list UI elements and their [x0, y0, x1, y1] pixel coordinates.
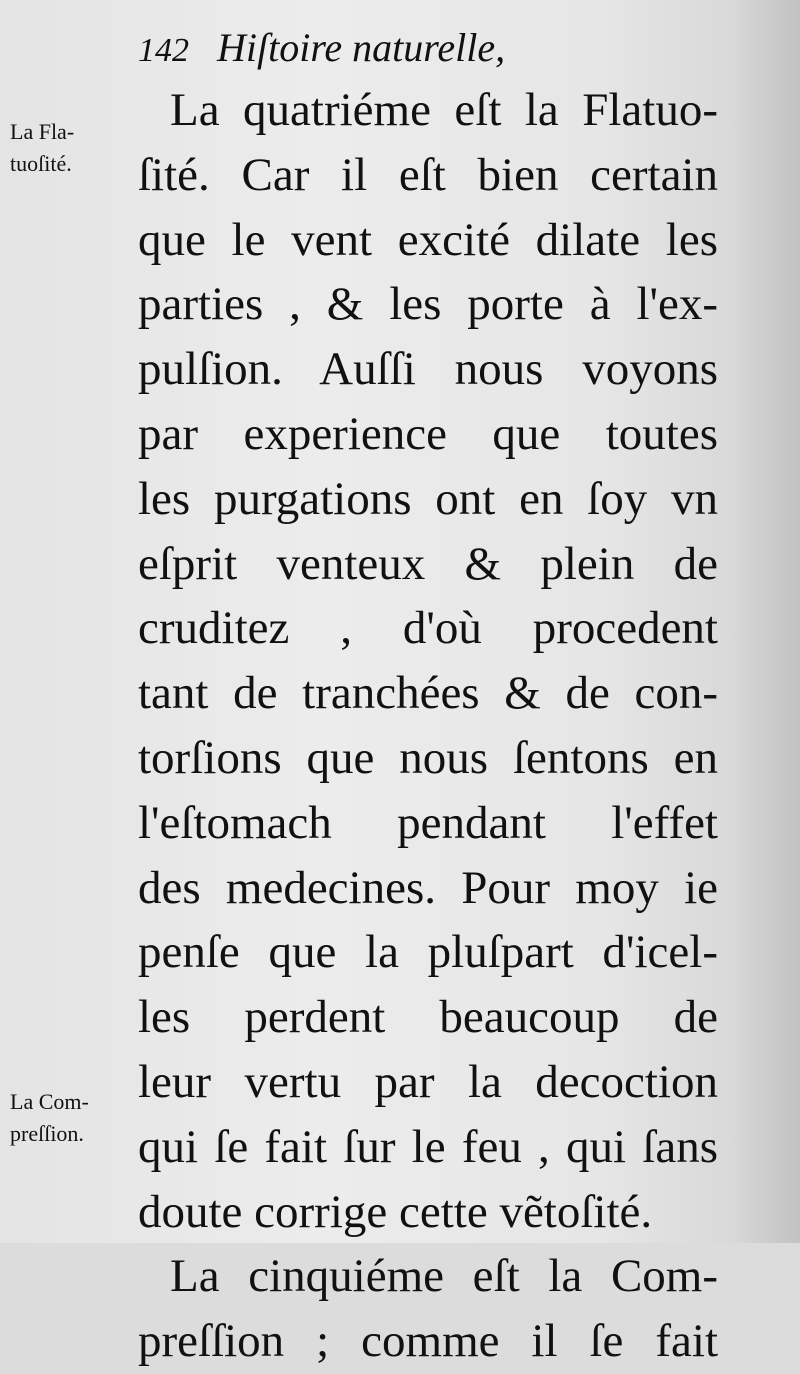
margin-note-compression [10, 1086, 128, 1150]
page-number: 142 [138, 32, 189, 69]
text-line: doute corrige cette vẽtoſité. [138, 1185, 653, 1238]
margin-note-line: La Fla- [10, 119, 75, 144]
text-line: La quatriéme eſt la Flatuo- [170, 84, 718, 136]
text-line: ſité. Car il eſt bien certain [138, 148, 718, 201]
text-line: preſſion ; comme il ſe fait [138, 1315, 718, 1368]
margin-note-line: La Com- [10, 1089, 89, 1114]
text-line: qui ſe fait ſur le feu , qui ſans [138, 1120, 718, 1173]
page-edge-shadow [730, 0, 800, 1243]
text-line: cruditez , d'où procedent [138, 602, 718, 655]
margin-note-line: tuoſité. [10, 151, 72, 176]
text-line: pulſion. Auſſi nous voyons [138, 343, 718, 396]
body-text [138, 78, 718, 1374]
text-line: torſions que nous ſentons en [138, 731, 718, 784]
text-line: des medecines. Pour moy ie [138, 861, 718, 914]
text-line: par experience que toutes [138, 407, 718, 460]
text-line: eſprit venteux & plein de [138, 537, 718, 590]
margin-note-flatuosite [10, 116, 128, 180]
margin-note-line: preſſion. [10, 1121, 84, 1146]
text-line: les perdent beaucoup de [138, 991, 718, 1044]
text-line: leur vertu par la decoction [138, 1055, 718, 1108]
text-line: les purgations ont en ſoy vn [138, 472, 718, 525]
text-line: La cinquiéme eſt la Com- [170, 1250, 718, 1303]
text-line: parties , & les porte à l'ex- [138, 278, 718, 331]
text-line: l'eſtomach pendant l'effet [138, 796, 718, 849]
running-head [138, 24, 505, 74]
running-title: Hiſtoire naturelle, [217, 25, 506, 70]
text-line: penſe que la pluſpart d'icel- [138, 926, 718, 979]
text-line: que le vent excité dilate les [138, 213, 718, 266]
text-line: tant de tranchées & de con- [138, 667, 718, 720]
